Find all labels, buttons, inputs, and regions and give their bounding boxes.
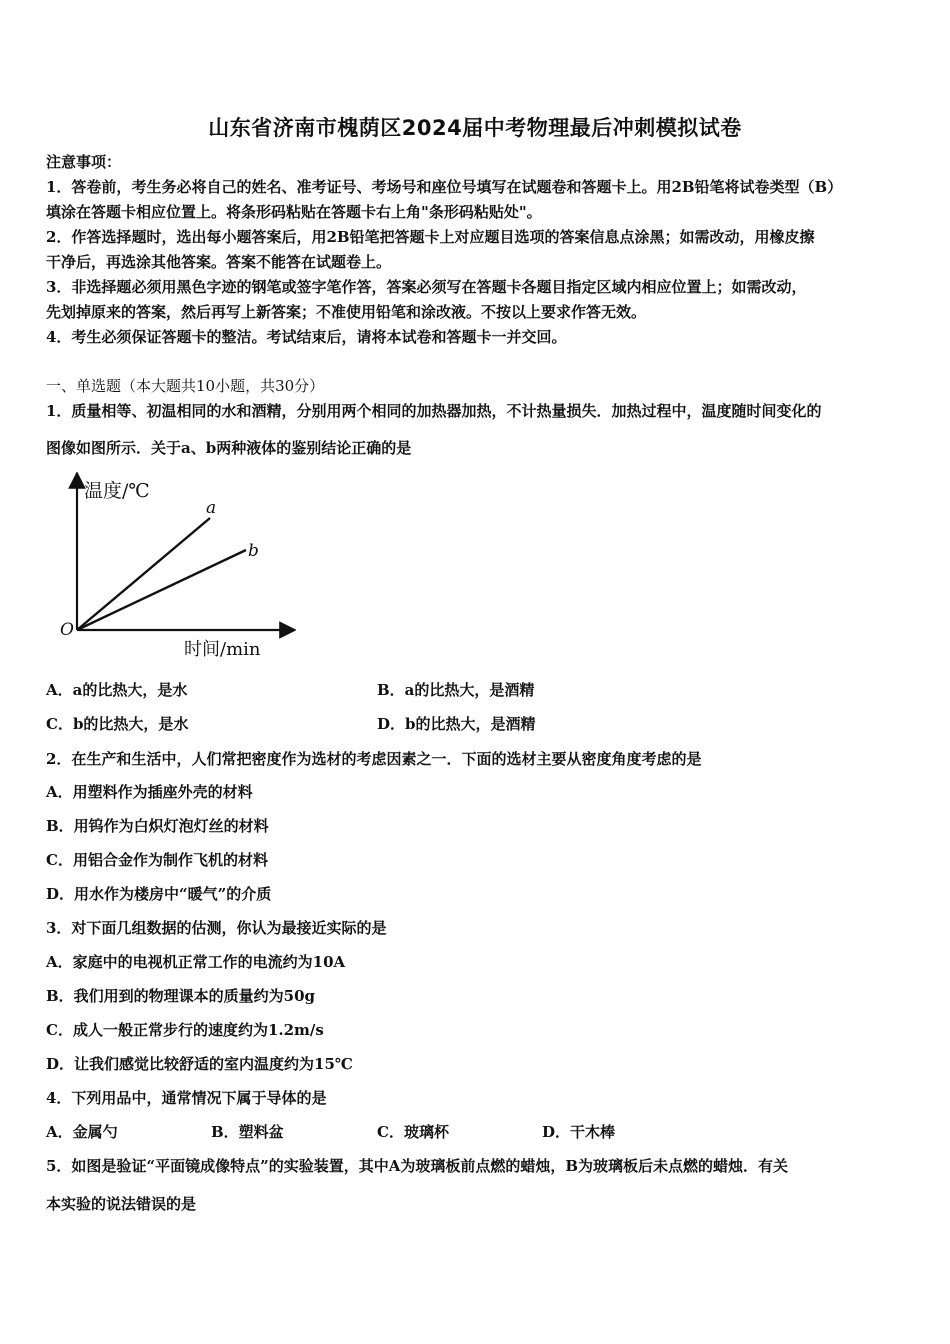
q2-option-c: C．用铝合金作为制作飞机的材料 (46, 851, 268, 869)
line-a (77, 518, 210, 630)
q3-option-d: D．让我们感觉比较舒适的室内温度约为15℃ (46, 1055, 353, 1073)
q2-stem: 2．在生产和生活中，人们常把密度作为选材的考虑因素之一．下面的选材主要从密度角度考虑的是 (46, 750, 702, 768)
q1-option-d: D．b的比热大，是酒精 (377, 715, 536, 733)
line-a-label: a (206, 498, 217, 518)
x-axis-label: 时间/min (184, 639, 261, 660)
line-b (77, 550, 246, 630)
notice-line: 2．作答选择题时，选出每小题答案后，用2B铅笔把答题卡上对应题目选项的答案信息点涂黑；如需改动，用橡皮擦 (46, 228, 815, 246)
notice-line: 3．非选择题必须用黑色字迹的钢笔或签字笔作答，答案必须写在答题卡各题目指定区域内相应位置上；如需改动， (46, 278, 807, 296)
q1-option-c: C．b的比热大，是水 (46, 715, 189, 733)
q4-option-d: D．干木棒 (542, 1123, 616, 1141)
q4-option-b: B．塑料盆 (211, 1123, 284, 1141)
notice-line: 先划掉原来的答案，然后再写上新答案；不准使用铅笔和涂改液。不按以上要求作答无效。 (46, 303, 647, 321)
q2-option-a: A．用塑料作为插座外壳的材料 (46, 783, 253, 801)
q4-option-c: C．玻璃杯 (377, 1123, 449, 1141)
q1-option-b: B．a的比热大，是酒精 (377, 681, 535, 699)
q2-option-d: D．用水作为楼房中“暖气”的介质 (46, 885, 272, 903)
section-heading: 一、单选题（本大题共10小题，共30分） (46, 377, 325, 395)
notice-line: 4．考生必须保证答题卡的整洁。考试结束后，请将本试卷和答题卡一并交回。 (46, 328, 567, 346)
q1-stem: 1．质量相等、初温相同的水和酒精，分别用两个相同的加热器加热，不计热量损失．加热过程中，温度随时间变化的 (46, 402, 822, 420)
line-b-label: b (248, 541, 259, 561)
q5-stem: 5．如图是验证“平面镜成像特点”的实验装置，其中A为玻璃板前点燃的蜡烛，B为玻璃板后未点燃的蜡烛．有关 (46, 1157, 789, 1175)
q3-option-b: B．我们用到的物理课本的质量约为50g (46, 987, 316, 1005)
q3-stem: 3．对下面几组数据的估测，你认为最接近实际的是 (46, 919, 387, 937)
q3-option-a: A．家庭中的电视机正常工作的电流约为10A (46, 953, 346, 971)
exam-title: 山东省济南市槐荫区2024届中考物理最后冲刺模拟试卷 (208, 116, 742, 140)
temperature-time-graph (56, 472, 296, 662)
notice-line: 干净后，再选涂其他答案。答案不能答在试题卷上。 (46, 253, 392, 271)
notice-heading: 注意事项： (46, 153, 122, 171)
notice-line: 填涂在答题卡相应位置上。将条形码粘贴在答题卡右上角"条形码粘贴处"。 (46, 203, 542, 221)
q5-stem-cont: 本实验的说法错误的是 (46, 1195, 197, 1213)
q4-stem: 4．下列用品中，通常情况下属于导体的是 (46, 1089, 327, 1107)
q2-option-b: B．用钨作为白炽灯泡灯丝的材料 (46, 817, 269, 835)
origin-label: O (60, 620, 74, 640)
notice-line: 1．答卷前，考生务必将自己的姓名、准考证号、考场号和座位号填写在试题卷和答题卡上。用2B铅笔将试卷类型（B） (46, 178, 843, 196)
q1-stem-cont: 图像如图所示．关于a、b两种液体的鉴别结论正确的是 (46, 439, 412, 457)
q1-option-a: A．a的比热大，是水 (46, 681, 188, 699)
q4-option-a: A．金属勺 (46, 1123, 118, 1141)
y-axis-label: 温度/℃ (84, 480, 150, 502)
q3-option-c: C．成人一般正常步行的速度约为1.2m/s (46, 1021, 324, 1039)
